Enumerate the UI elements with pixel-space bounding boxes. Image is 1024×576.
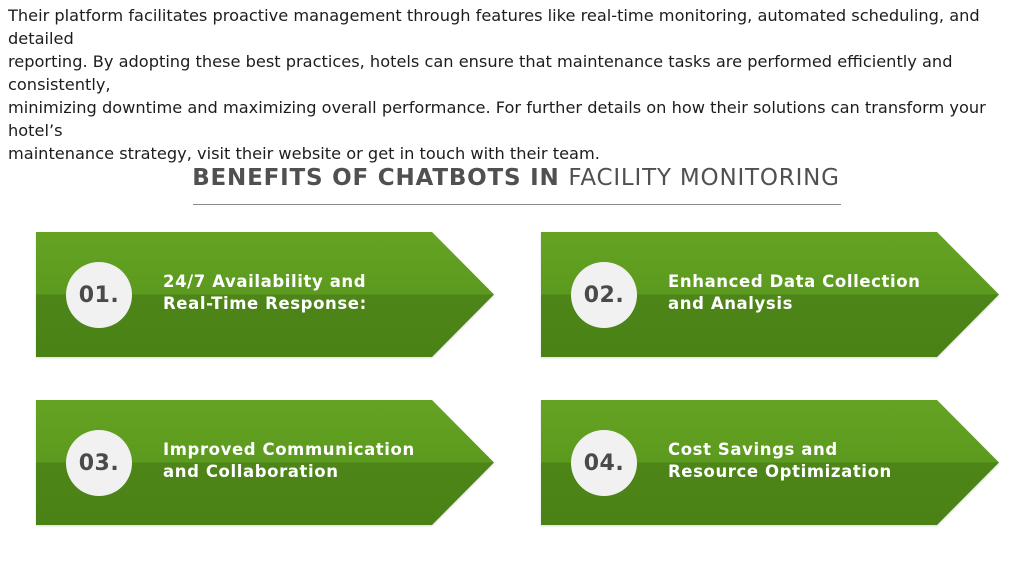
intro-line: minimizing downtime and maximizing overall performance. For further details on how their solutions can transform your hotel’s xyxy=(8,98,986,140)
benefit-card-01 xyxy=(36,232,494,357)
number-badge: 02. xyxy=(571,262,637,328)
intro-line: Their platform facilitates proactive management through features like real-time monitoring, automated scheduling, and detailed xyxy=(8,6,980,48)
heading-light-part: FACILITY MONITORING xyxy=(568,165,840,191)
benefit-card-04 xyxy=(541,400,999,525)
benefit-title xyxy=(163,271,463,315)
benefit-title-line: Cost Savings and xyxy=(668,440,838,459)
number-badge: 01. xyxy=(66,262,132,328)
benefit-card-02 xyxy=(541,232,999,357)
heading-underline xyxy=(193,204,841,205)
benefit-title xyxy=(668,271,968,315)
intro-line: maintenance strategy, visit their website or get in touch with their team. xyxy=(8,144,600,163)
benefit-title-line: 24/7 Availability and xyxy=(163,272,367,291)
benefit-title-line: and Collaboration xyxy=(163,462,339,481)
benefit-title xyxy=(163,439,463,483)
intro-line: reporting. By adopting these best practices, hotels can ensure that maintenance tasks are performed efficiently and consistently, xyxy=(8,52,953,94)
benefit-title xyxy=(668,439,968,483)
number-badge: 03. xyxy=(66,430,132,496)
benefit-title-line: and Analysis xyxy=(668,294,793,313)
benefit-title-line: Improved Communication xyxy=(163,440,415,459)
intro-paragraph xyxy=(8,4,1016,165)
heading-bold-part: BENEFITS OF CHATBOTS IN xyxy=(192,165,560,191)
section-heading xyxy=(0,165,1024,191)
number-badge: 04. xyxy=(571,430,637,496)
benefit-title-line: Resource Optimization xyxy=(668,462,892,481)
benefit-title-line: Enhanced Data Collection xyxy=(668,272,921,291)
benefit-card-03 xyxy=(36,400,494,525)
benefit-title-line: Real-Time Response: xyxy=(163,294,367,313)
